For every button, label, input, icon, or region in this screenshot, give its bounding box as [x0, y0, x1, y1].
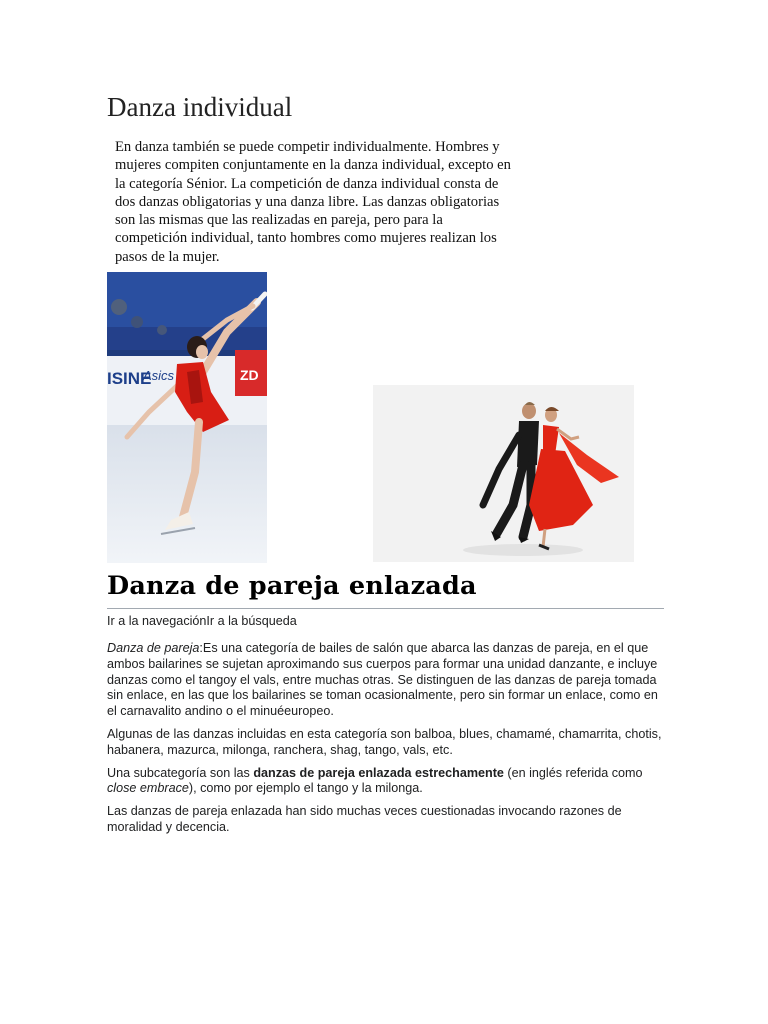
section-title-danza-individual: Danza individual	[107, 92, 293, 122]
close-embrace-term: close embrace	[107, 781, 189, 796]
banner-text-1: ISINE	[107, 369, 152, 388]
subcategory-bold-term: danzas de pareja enlazada estrechamente	[253, 765, 504, 780]
subcategory-text-after: ), como por ejemplo el tango y la milonga.	[188, 781, 423, 796]
subcategory-text-middle: (en inglés referida como	[503, 765, 643, 780]
intro-paragraph: En danza también se puede competir individualmente. Hombres y mujeres compiten conjuntamente en la danza individual, excepto en la categoría Sénior. La competición de danza individual consta de dos danzas obligatorias y una danza libre. Las danzas obligatorias son las mismas que las realizadas en pareja, pero para la competición individual, tanto hombres como mujeres realizan los pasos de la mujer.	[115, 139, 511, 265]
definition-text: :Es una categoría de bailes de salón que abarca las danzas de pareja, en el que ambos bailarines se sujetan aproximando sus cuerpos para formar una unidad danzante, e incluye danzas como el tangoy el vals, entre muchas otras. Se distinguen de las danzas de pareja tomada sin enlace, en las que los bailarines se toman ocasionalmente, pero sin formar un enlace, como en el carnavalito andino o el minuéeuropeo.	[107, 641, 658, 719]
figure-skater-photo	[107, 272, 267, 563]
section-title-danza-de-pareja: Danza de pareja enlazada	[107, 571, 477, 601]
paragraph-dance-list: Algunas de las danzas incluidas en esta categoría son balboa, blues, chamamé, chamarrita, chotis, habanera, mazurca, milonga, ranchera, shag, tango, vals, etc.	[107, 726, 662, 757]
paragraph-definition	[107, 641, 667, 720]
paragraph-morality: Las danzas de pareja enlazada han sido muchas veces cuestionadas invocando razones de moralidad y decencia.	[107, 804, 622, 834]
paragraph-subcategory	[107, 766, 667, 798]
term-danza-de-pareja: Danza de pareja	[107, 641, 200, 655]
couple-dance-photo	[373, 385, 634, 562]
banner-text-3: ZD	[240, 367, 259, 383]
article-body	[107, 641, 667, 843]
nav-links-text: Ir a la navegaciónIr a la búsqueda	[107, 614, 297, 628]
subcategory-text-before: Una subcategoría son las	[107, 765, 254, 780]
heading-divider	[107, 608, 664, 609]
banner-text-2: Asics	[143, 368, 175, 383]
